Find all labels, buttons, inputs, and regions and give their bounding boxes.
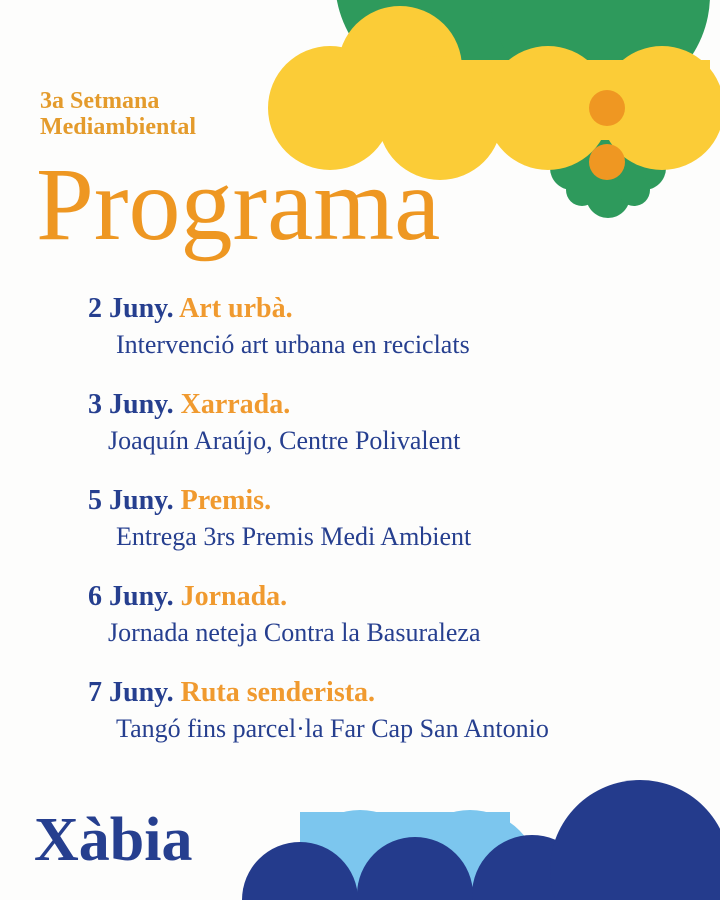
event-label: Premis.: [180, 485, 272, 516]
event-description: Entrega 3rs Premis Medi Ambient: [116, 522, 472, 551]
event-label: Art urbà.: [179, 293, 293, 324]
event-heading: [88, 292, 708, 326]
brand-name: Xàbia: [34, 806, 193, 874]
event-date: 2 Juny.: [88, 293, 174, 324]
list-item: [88, 676, 708, 772]
orange-dot-2: [589, 144, 625, 180]
event-heading: [88, 676, 708, 710]
list-item: [88, 388, 708, 484]
list-item: [88, 292, 708, 388]
event-heading: [88, 388, 708, 422]
event-label: Ruta senderista.: [180, 677, 376, 708]
bottom-right-decoration: [242, 780, 720, 900]
event-heading: [88, 484, 708, 518]
event-subtitle: [40, 88, 196, 140]
list-item: [88, 484, 708, 580]
event-description: Tangó fins parcel·la Far Cap San Antonio: [116, 714, 549, 743]
page-title: Programa: [36, 147, 441, 262]
event-list: [88, 292, 708, 772]
list-item: [88, 580, 708, 676]
event-description: Jornada neteja Contra la Basuraleza: [108, 618, 481, 647]
event-date: 7 Juny.: [88, 677, 174, 708]
event-label: Jornada.: [180, 581, 288, 612]
yellow-band: [330, 60, 710, 140]
event-label: Xarrada.: [180, 389, 291, 420]
orange-dot-1: [589, 90, 625, 126]
subtitle-line-2: Mediambiental: [40, 114, 196, 140]
event-description: Intervenció art urbana en reciclats: [116, 330, 470, 359]
event-date: 5 Juny.: [88, 485, 174, 516]
subtitle-line-1: 3a Setmana: [40, 88, 160, 114]
event-date: 6 Juny.: [88, 581, 174, 612]
event-description: Joaquín Araújo, Centre Polivalent: [108, 426, 461, 455]
event-heading: [88, 580, 708, 614]
event-date: 3 Juny.: [88, 389, 174, 420]
dark-blue-circle-4: [550, 780, 720, 900]
